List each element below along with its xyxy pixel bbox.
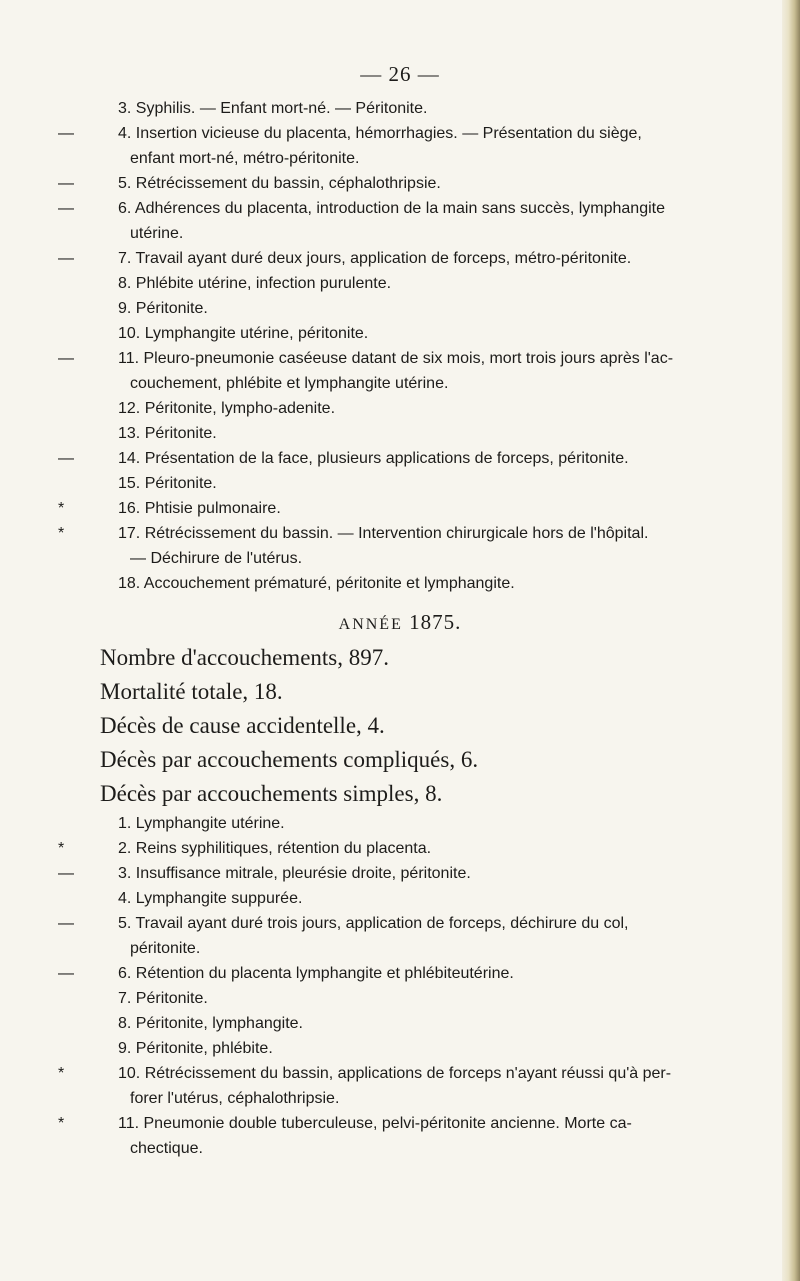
list-item-text: 11. Pneumonie double tuberculeuse, pelvi-péritonite ancienne. Morte ca- bbox=[118, 1115, 632, 1132]
statistics-block bbox=[100, 641, 478, 811]
stat-deliveries: Nombre d'accouchements, 897. bbox=[100, 645, 389, 670]
list-item-marker: — bbox=[58, 125, 74, 142]
list-item-text: 7. Péritonite. bbox=[118, 990, 208, 1007]
stat-complicated-deaths: Décès par accouchements compliqués, 6. bbox=[100, 747, 479, 772]
list-item-continuation: chectique. bbox=[130, 1140, 203, 1157]
list-item-continuation: — Déchirure de l'utérus. bbox=[130, 550, 303, 567]
page-number: — 26 — bbox=[360, 62, 440, 86]
list-item-text: 12. Péritonite, lympho-adenite. bbox=[118, 400, 336, 417]
list-item-marker: — bbox=[58, 250, 74, 267]
list-item-text: 15. Péritonite. bbox=[118, 475, 217, 492]
year-heading-label: ANNÉE bbox=[338, 616, 403, 633]
list-item-text: 18. Accouchement prématuré, péritonite et lymphangite. bbox=[118, 575, 515, 592]
list-item-marker: * bbox=[58, 840, 65, 857]
list-item-text: 6. Adhérences du placenta, introduction de la main sans succès, lymphangite bbox=[118, 200, 665, 217]
list-item-text: 1. Lymphangite utérine. bbox=[118, 815, 285, 832]
list-item-text: 7. Travail ayant duré deux jours, application de forceps, métro-péritonite. bbox=[118, 250, 632, 267]
list-item-text: 9. Péritonite. bbox=[118, 300, 208, 317]
year-heading-year: 1875. bbox=[409, 610, 462, 634]
list-item-marker: * bbox=[58, 525, 65, 542]
list-item-marker: * bbox=[58, 1065, 65, 1082]
list-item-text: 8. Phlébite utérine, infection purulente. bbox=[118, 275, 392, 292]
stat-accidental-deaths: Décès de cause accidentelle, 4. bbox=[100, 713, 385, 738]
list-item-text: 5. Travail ayant duré trois jours, application de forceps, déchirure du col, bbox=[118, 915, 629, 932]
list-item-text: 14. Présentation de la face, plusieurs applications de forceps, péritonite. bbox=[118, 450, 629, 467]
list-item-text: 13. Péritonite. bbox=[118, 425, 217, 442]
list-item-text: 17. Rétrécissement du bassin. — Intervention chirurgicale hors de l'hôpital. bbox=[118, 525, 649, 542]
list-item-text: 5. Rétrécissement du bassin, céphalothripsie. bbox=[118, 175, 441, 192]
list-item-text: 4. Insertion vicieuse du placenta, hémorrhagies. — Présentation du siège, bbox=[118, 125, 642, 142]
list-item-marker: — bbox=[58, 965, 74, 982]
list-item-marker: * bbox=[58, 500, 65, 517]
list-item-text: 4. Lymphangite suppurée. bbox=[118, 890, 303, 907]
list-item-text: 2. Reins syphilitiques, rétention du placenta. bbox=[118, 840, 432, 857]
list-item-marker: — bbox=[58, 865, 74, 882]
list-item-text: 10. Rétrécissement du bassin, applications de forceps n'ayant réussi qu'à per- bbox=[118, 1065, 672, 1082]
list-item-text: 6. Rétention du placenta lymphangite et phlébiteutérine. bbox=[118, 965, 514, 982]
list-item-marker: — bbox=[58, 200, 74, 217]
list-item-text: 16. Phtisie pulmonaire. bbox=[118, 500, 281, 517]
list-item-text: 11. Pleuro-pneumonie caséeuse datant de six mois, mort trois jours après l'ac- bbox=[118, 350, 674, 367]
list-item-text: 3. Insuffisance mitrale, pleurésie droite, péritonite. bbox=[118, 865, 471, 882]
page-edge-shadow bbox=[782, 0, 800, 1281]
list-item-continuation: forer l'utérus, céphalothripsie. bbox=[130, 1090, 340, 1107]
list-item-text: 10. Lymphangite utérine, péritonite. bbox=[118, 325, 369, 342]
stat-simple-deaths: Décès par accouchements simples, 8. bbox=[100, 781, 443, 806]
list-item-marker: * bbox=[58, 1115, 65, 1132]
list-item-text: 9. Péritonite, phlébite. bbox=[118, 1040, 273, 1057]
list-item-continuation: utérine. bbox=[130, 225, 184, 242]
list-item-continuation: couchement, phlébite et lymphangite utérine. bbox=[130, 375, 449, 392]
list-item-marker: — bbox=[58, 350, 74, 367]
list-item-marker: — bbox=[58, 450, 74, 467]
year-heading bbox=[0, 610, 800, 635]
list-item-marker: — bbox=[58, 175, 74, 192]
stat-total-mortality: Mortalité totale, 18. bbox=[100, 679, 283, 704]
list-item-marker: — bbox=[58, 915, 74, 932]
list-item-text: 8. Péritonite, lymphangite. bbox=[118, 1015, 303, 1032]
list-item-continuation: péritonite. bbox=[130, 940, 201, 957]
list-item-text: 3. Syphilis. — Enfant mort-né. — Péritonite. bbox=[118, 100, 428, 117]
list-item-continuation: enfant mort-né, métro-péritonite. bbox=[130, 150, 360, 167]
